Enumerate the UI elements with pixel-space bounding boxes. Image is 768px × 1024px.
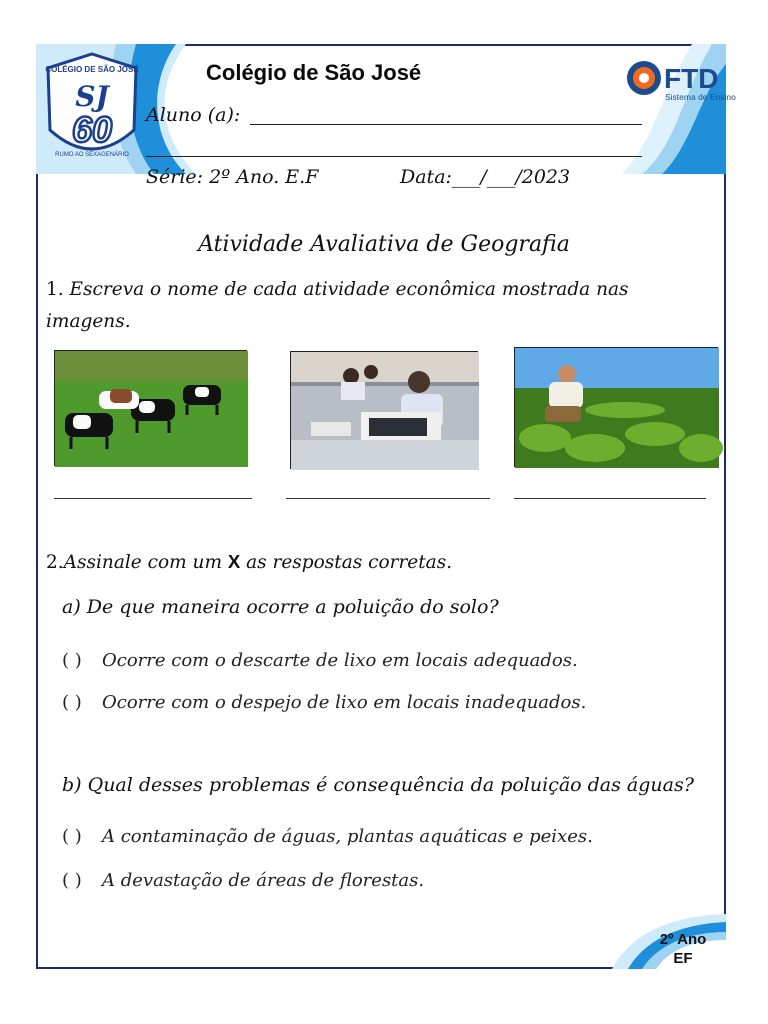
cows-pasture-photo xyxy=(54,350,247,466)
grade-label: Série: 2º Ano. E.F xyxy=(146,166,319,188)
option-2b-1[interactable] xyxy=(62,826,593,847)
question-2a-prompt: a) De que maneira ocorre a poluição do solo? xyxy=(62,596,499,618)
option-2a-1[interactable] xyxy=(62,650,578,671)
date-field[interactable]: Data:___/___/2023 xyxy=(400,166,571,188)
option-2b-1-text: A contaminação de águas, plantas aquáticas e peixes. xyxy=(102,826,593,847)
grade-line-1: 2º Ano xyxy=(659,931,707,948)
student-name-field[interactable] xyxy=(250,124,642,125)
logo-number: 60 xyxy=(71,109,113,150)
answer-line-2[interactable] xyxy=(286,498,490,499)
option-2a-1-text: Ocorre com o descarte de lixo em locais adequados. xyxy=(102,650,578,671)
textile-factory-photo xyxy=(290,351,478,469)
option-2b-2-text: A devastação de áreas de florestas. xyxy=(102,870,425,891)
question-2-number: 2. xyxy=(46,552,64,573)
logo-bottom-text: RUMO AO SEXAGENÁRIO xyxy=(55,152,129,158)
student-name-label: Aluno (a): xyxy=(146,104,241,126)
ftd-brand-text: FTD xyxy=(664,63,719,94)
answer-line-1[interactable] xyxy=(54,498,252,499)
farmer-crops-photo xyxy=(514,347,718,467)
question-2-mark: X xyxy=(227,551,241,572)
grade-line-2: EF xyxy=(673,950,693,967)
school-name: Colégio de São José xyxy=(206,60,422,85)
option-box[interactable]: ( ) xyxy=(62,870,82,891)
grade-badge xyxy=(648,930,718,968)
option-box[interactable]: ( ) xyxy=(62,826,82,847)
question-1-text: Escreva o nome de cada atividade econômica mostrada nas imagens. xyxy=(46,279,629,332)
question-2b-prompt: b) Qual desses problemas é consequência da poluição das águas? xyxy=(62,774,694,796)
option-2b-2[interactable] xyxy=(62,870,424,891)
logo-top-text: COLÉGIO DE SÃO JOSÉ xyxy=(45,65,139,74)
option-2a-2-text: Ocorre com o despejo de lixo em locais inadequados. xyxy=(102,692,587,713)
school-logo xyxy=(42,50,142,172)
option-2a-2[interactable] xyxy=(62,692,586,713)
option-box[interactable]: ( ) xyxy=(62,692,82,713)
question-2-text-after: as respostas corretas. xyxy=(240,552,453,573)
ftd-sub-text: Sistema de Ensino xyxy=(665,92,736,102)
question-2 xyxy=(46,551,452,573)
option-box[interactable]: ( ) xyxy=(62,650,82,671)
logo-monogram: SJ xyxy=(75,80,109,113)
question-2-text-before: Assinale com um xyxy=(63,552,228,573)
student-name-field-2[interactable] xyxy=(146,156,642,157)
ftd-logo xyxy=(626,52,736,106)
answer-line-3[interactable] xyxy=(514,498,706,499)
question-1 xyxy=(46,274,686,338)
page-title: Atividade Avaliativa de Geografia xyxy=(198,232,570,257)
question-1-number: 1. xyxy=(46,279,64,300)
